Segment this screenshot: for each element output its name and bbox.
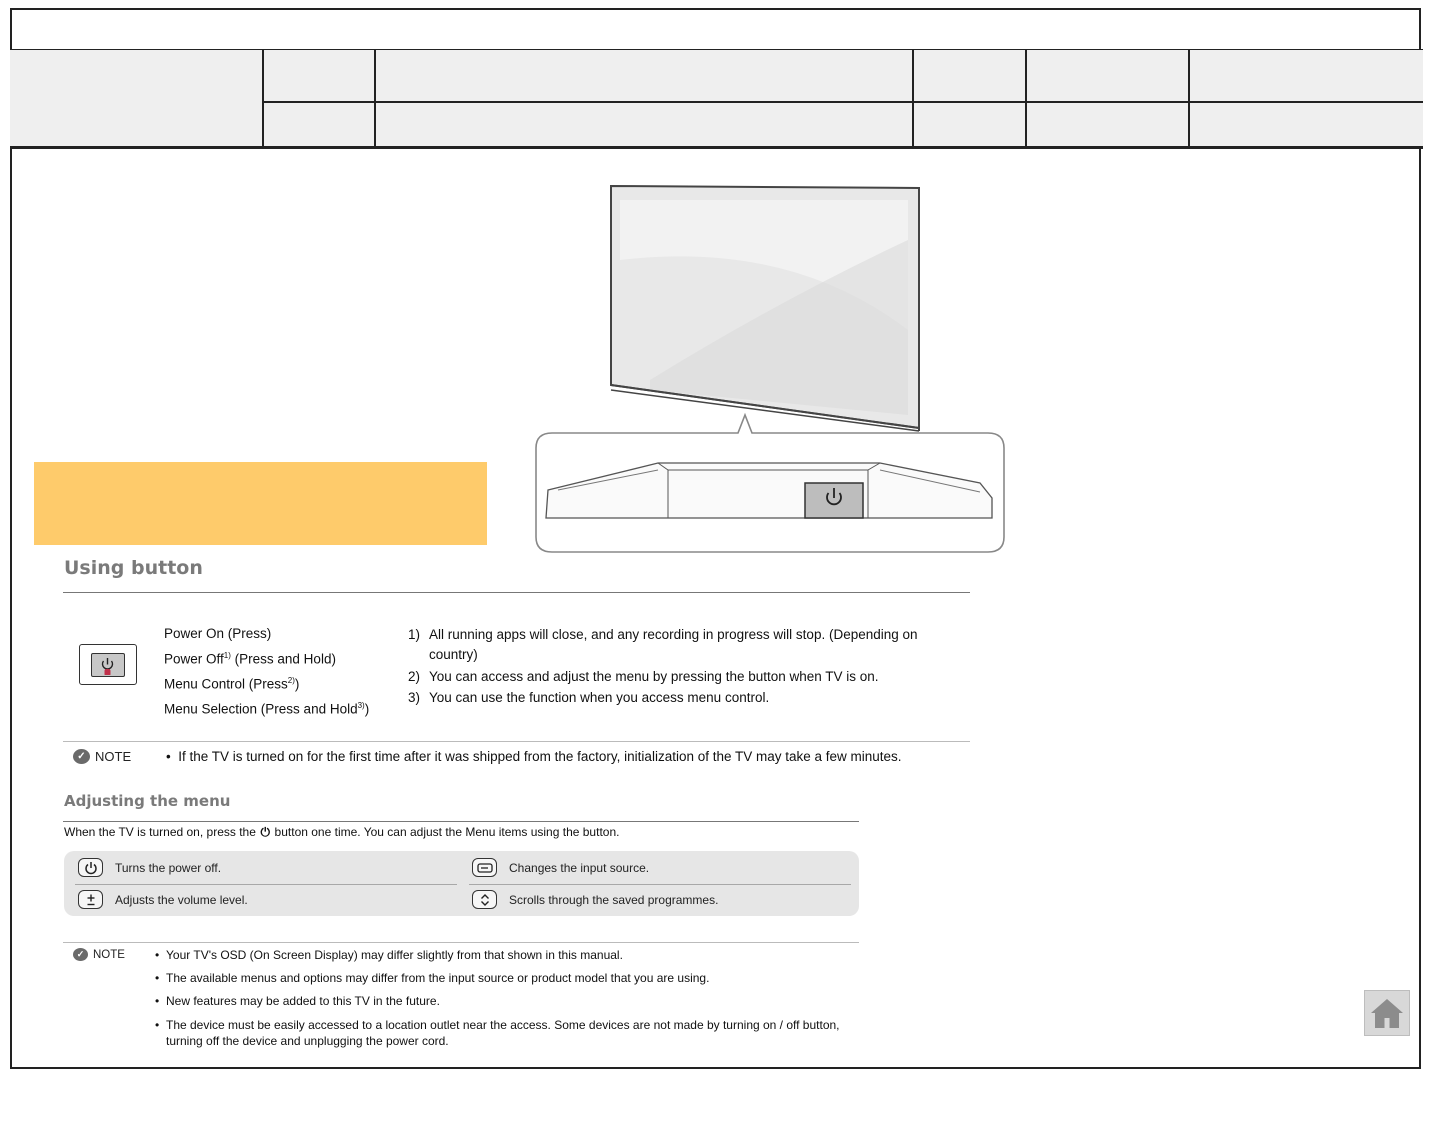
note-item: • The device must be easily accessed to a location outlet near the access. Some devices are not made by turning on / off button,: [155, 1018, 840, 1032]
note-item: • New features may be added to this TV in the future.: [155, 994, 440, 1008]
joystick-button-illustration: [79, 644, 137, 685]
note-item: • The available menus and options may differ from the input source or product model that you are using.: [155, 971, 710, 985]
section-title-adjusting-menu: Adjusting the menu: [64, 792, 231, 810]
menu-item-input: Changes the input source.: [472, 858, 649, 877]
note-rule: [63, 741, 970, 742]
footnote-item: 1) All running apps will close, and any recording in progress will stop. (Depending on country): [408, 627, 918, 662]
input-source-icon: [472, 858, 497, 877]
footnote-list: [408, 625, 948, 710]
home-button[interactable]: [1364, 990, 1410, 1036]
footnote-item: 2) You can access and adjust the menu by pressing the button when TV is on.: [408, 668, 879, 684]
header-info-table: [10, 50, 1423, 149]
tv-illustration: [530, 180, 1010, 555]
note-badge: ✓ NOTE: [73, 948, 125, 961]
function-item: Power On (Press): [164, 626, 272, 641]
function-item: Menu Selection (Press and Hold$^{3)}$): [164, 701, 370, 717]
power-icon: [78, 858, 103, 877]
footnote-item: 3) You can use the function when you access menu control.: [408, 690, 770, 705]
check-icon: ✓: [73, 749, 90, 764]
note-text: • If the TV is turned on for the first time after it was shipped from the factory, initialization of the TV may take a few minutes.: [166, 749, 902, 764]
note-item-continued: turning off the device and unplugging the power cord.: [166, 1034, 449, 1048]
note-item: • Your TV's OSD (On Screen Display) may differ slightly from that shown in this manual.: [155, 948, 623, 962]
menu-divider: [75, 884, 457, 885]
section-rule: [63, 592, 970, 593]
menu-item-volume: Adjusts the volume level.: [78, 890, 248, 909]
scroll-icon: [472, 890, 497, 909]
section-rule: [63, 821, 859, 822]
section-title-using-button: Using button: [64, 557, 203, 579]
function-item: Menu Control (Press$^{2)}$): [164, 676, 300, 692]
home-icon: [1369, 996, 1405, 1030]
button-function-list: [164, 623, 369, 721]
power-icon: [91, 653, 125, 677]
volume-icon: [78, 890, 103, 909]
menu-intro-text: When the TV is turned on, press the ⏻ button one time. You can adjust the Menu items using the button.: [64, 825, 620, 839]
note-rule: [63, 942, 859, 943]
menu-item-power: Turns the power off.: [78, 858, 221, 877]
header-title-bar: [10, 8, 1423, 52]
check-icon: ✓: [73, 948, 88, 961]
note-badge: ✓ NOTE: [73, 749, 131, 764]
highlight-block: [34, 462, 487, 545]
menu-controls-box: [64, 851, 859, 916]
function-item: Power Off$^{1)}$ (Press and Hold): [164, 650, 336, 667]
menu-item-scroll: Scrolls through the saved programmes.: [472, 890, 718, 909]
power-icon: ⏻: [260, 825, 270, 839]
menu-divider: [469, 884, 851, 885]
